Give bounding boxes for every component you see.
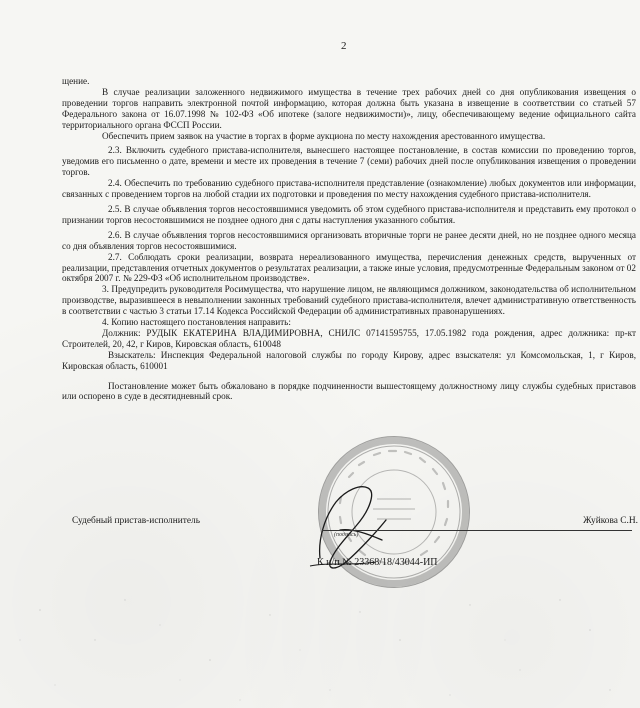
signature-line	[322, 530, 632, 531]
paragraph-notification: В случае реализации заложенного недвижимого имущества в течение трех рабочих дней со дня опубликования извещения о проведении торгов направить электронной почтой информацию, которая должна быть указана в извещение в соответствии со статьей 57 Федерального закона от 16.07.1998 № 102-ФЗ «Об ипотеке (залоге недвижимости)», лицу, обеспечивающему ведение официального сайта территориального органа ФССП России.	[62, 86, 636, 130]
case-number: К и/п № 23368/18/43044-ИП	[317, 557, 438, 568]
debtor-label: Должник:	[102, 327, 141, 338]
creditor-label: Взыскатель:	[108, 349, 156, 360]
officer-name: Жуйкова С.Н.	[583, 516, 638, 526]
paragraph-3-warning: 3. Предупредить руководителя Росимущества, что нарушение лицом, не являющимся должником, законодательства об исполнительном производстве, выразившееся в невыполнении законных требований судебного пристава-исполнителя, влечет административную ответственность в соответствии с частью 3 статьи 17.14 Кодекса Российской Федерации об административных правонарушениях.	[62, 284, 636, 317]
debtor-name: РУДЫК ЕКАТЕРИНА ВЛАДИМИРОВНА,	[146, 327, 323, 338]
creditor-details: Инспекция Федеральной налоговой службы по городу Кирову, адрес взыскателя: ул Комсомольская, 1, г Киров, Кировская область, 610001	[62, 349, 637, 371]
signature-caption: (подпись)	[334, 532, 359, 538]
paragraph-2-6: 2.6. В случае объявления торгов несостоявшимися организовать вторичные торги не ранее десяти дней, но не позднее одного месяца со дня объявления торгов несостоявшимися.	[62, 229, 636, 251]
paragraph-2-4: 2.4. Обеспечить по требованию судебного пристава-исполнителя представление (ознакомление) любых документов или информации, связанных с проведением торгов на любой стадии их подготовки и проведения по месту нахождения судебного пристава-исполнителя.	[62, 178, 636, 200]
appeal-paragraph: Постановление может быть обжаловано в порядке подчиненности вышестоящему должностному лицу службы судебных приставов или оспорено в суде в десятидневный срок.	[62, 380, 636, 402]
paragraph-continuation: щение.	[62, 76, 90, 86]
creditor-paragraph	[62, 350, 636, 372]
page-number: 2	[341, 40, 347, 52]
paragraph-4-copies: 4. Копию настоящего постановления направить:	[102, 317, 291, 328]
paragraph-2-5: 2.5. В случае объявления торгов несостоявшимися уведомить об этом судебного пристава-исполнителя и представить ему протокол о признании торгов несостоявшимися не позднее одного дня с даты наступления указанного события.	[62, 203, 636, 225]
officer-title: Судебный пристав-исполнитель	[72, 516, 200, 526]
debtor-paragraph	[62, 328, 636, 350]
paragraph-2-3: 2.3. Включить судебного пристава-исполнителя, вынесшего настоящее постановление, в состав комиссии по проведению торгов, уведомив его письменно о дате, времени и месте их проведения в течение 7 (семи) рабочих дней после опубликования извещения о проведении торгов.	[62, 145, 636, 178]
paragraph-2-7: 2.7. Соблюдать сроки реализации, возврата нереализованного имущества, перечисления денежных средств, вырученных от реализации, представления отчетных документов о результатах реализации, а также иные условия, предусмотренные Федеральным законом от 02 октября 2007 г. № 229-ФЗ «Об исполнительном производстве».	[62, 251, 636, 284]
paragraph-applications: Обеспечить прием заявок на участие в торгах в форме аукциона по месту нахождения арестованного имущества.	[102, 130, 546, 141]
document-body	[62, 76, 636, 402]
debtor-details: СНИЛС 07141595755, 17.05.1982 года рождения, адрес должника: пр-кт Строителей, 20, 42, г Киров, Кировская область, 610048	[62, 327, 636, 349]
